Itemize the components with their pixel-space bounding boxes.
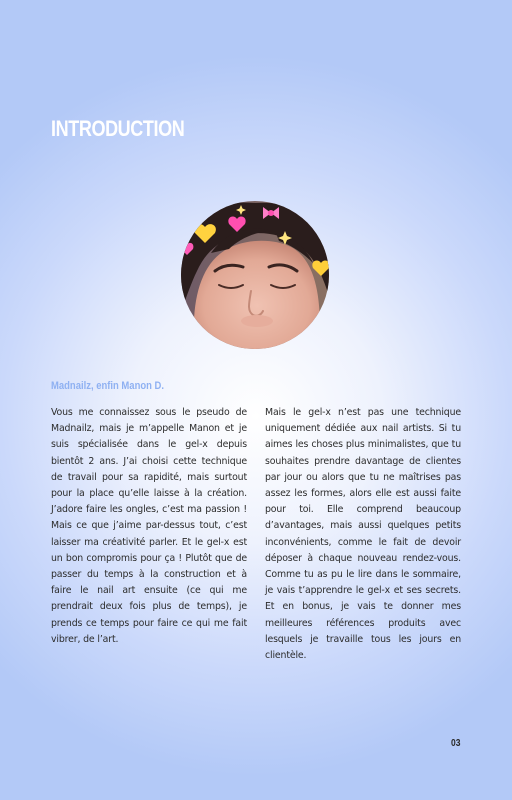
body-text-right-column: Mais le gel-x n’est pas une technique uniquement dédiée aux nail artists. Si tu aimes les choses plus minimalistes, que tu souhaites prendre davantage de clientes par jour ou alors que tu ne maîtrises pas assez les formes, alors elle est aussi faite pour toi. Elle comprend beaucoup d’avantages, mais aussi quelques petits inconvénients, comme le fait de devoir déposer à chaque nouveau rendez-vous. Comme tu as pu le lire dans le sommaire, je vais t’apprendre le gel-x et ses secrets. Et en bonus, je vais te donner mes meilleures références produits avec lesquels je travaille tous les jours en clientèle.: [265, 407, 461, 662]
author-portrait: [181, 201, 329, 349]
body-text-left-column: Vous me connaissez sous le pseudo de Madnailz, mais je m’appelle Manon et je suis spécialisée dans le gel-x depuis bientôt 2 ans. J’ai choisi cette technique de travail pour sa rapidité, mais surtout pour la place qu’elle laisse à la création. J’adore faire les ongles, c’est ma passion ! Mais ce que j’aime par-dessus tout, c’est laisser ma créativité parler. Et le gel-x est un bon compromis pour ça ! Plutôt que de passer du temps à la construction et à faire le nail art ensuite (ce qui me prendrait deux fois plus de temps), je prends ce temps pour faire ce qui me fait vibrer, de l’art.: [51, 407, 247, 645]
author-byline: Madnailz, enfin Manon D.: [51, 380, 164, 392]
portrait-illustration: [181, 201, 329, 349]
page-number: 03: [451, 738, 461, 749]
page-title: INTRODUCTION: [51, 116, 185, 141]
